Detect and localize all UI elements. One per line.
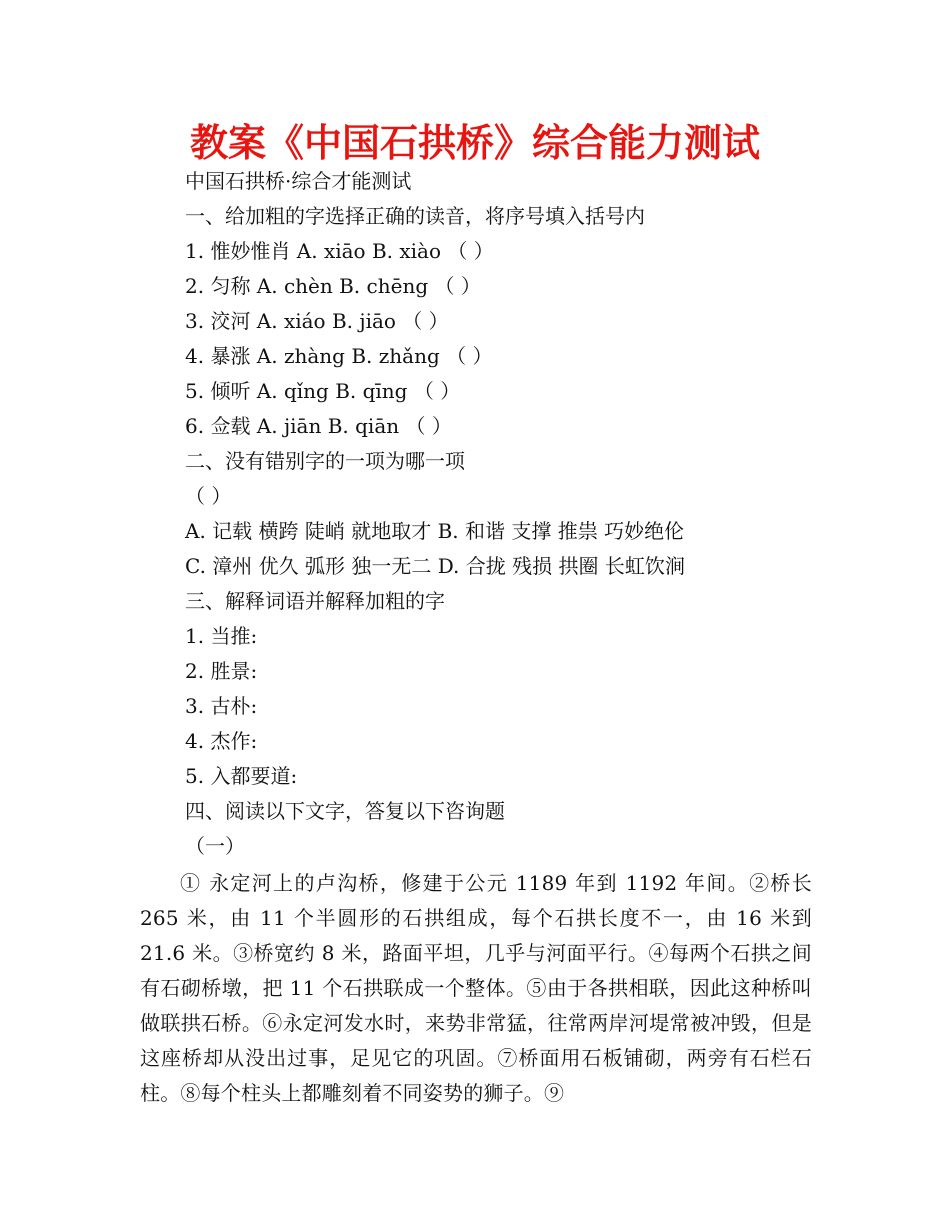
subtitle: 中国石拱桥·综合才能测试 [185, 169, 412, 193]
section-2-option-row: A. 记载 横跨 陡峭 就地取才 B. 和谐 支撑 推祟 巧妙绝伦 [185, 519, 685, 543]
reading-passage: ① 永定河上的卢沟桥，修建于公元 1189 年到 1192 年间。②桥长 265 米，由 11 个半圆形的石拱组成，每个石拱长度不一，由 16 米到 21.6 米。③桥宽约 8 米，路面平坦，几乎与河面平行。④每两个石拱之间有石砌桥墩，把 11 个石拱联成一个整体。⑤由于各拱相联，因此这种桥叫做联拱石桥。⑥永定河发水时，来势非常猛，往常两岸河堤常被冲毁，但是这座桥却从没出过事，足见它的巩固。⑦桥面用石板铺砌，两旁有石栏石柱。⑧每个柱头上都雕刻着不同姿势的狮子。⑨ [140, 871, 812, 1105]
section-4-heading: 四、阅读以下文字，答复以下咨询题 [185, 799, 505, 823]
section-3-item: 3. 古朴: [185, 694, 258, 718]
section-3-item: 1. 当推: [185, 624, 258, 648]
section-1-heading: 一、给加粗的字选择正确的读音，将序号填入括号内 [185, 204, 645, 228]
section-3-heading: 三、解释词语并解释加粗的字 [185, 589, 445, 613]
section-1-item: 5. 倾听 A. qǐng B. qīng （ ） [185, 379, 461, 403]
section-2-answer-blank: （ ） [185, 484, 232, 508]
section-1-item: 3. 洨河 A. xiáo B. jiāo （ ） [185, 309, 449, 333]
section-4-part-label: （一） [185, 834, 245, 858]
section-2-heading: 二、没有错别字的一项为哪一项 [185, 449, 465, 473]
section-3-item: 5. 入都要道: [185, 764, 298, 788]
section-2-option-row: C. 漳州 优久 弧形 独一无二 D. 合拢 残损 拱圈 长虹饮涧 [185, 554, 685, 578]
section-3-item: 2. 胜景: [185, 659, 258, 683]
section-1-item: 2. 匀称 A. chèn B. chēng （ ） [185, 274, 481, 298]
section-3-item: 4. 杰作: [185, 729, 258, 753]
section-1-item: 6. 佥载 A. jiān B. qiān （ ） [185, 414, 452, 438]
section-1-item: 4. 暴涨 A. zhàng B. zhǎng （ ） [185, 344, 493, 368]
section-1-item: 1. 惟妙惟肖 A. xiāo B. xiào （ ） [185, 239, 494, 263]
document-title: 教案《中国石拱桥》综合能力测试 [189, 121, 760, 165]
